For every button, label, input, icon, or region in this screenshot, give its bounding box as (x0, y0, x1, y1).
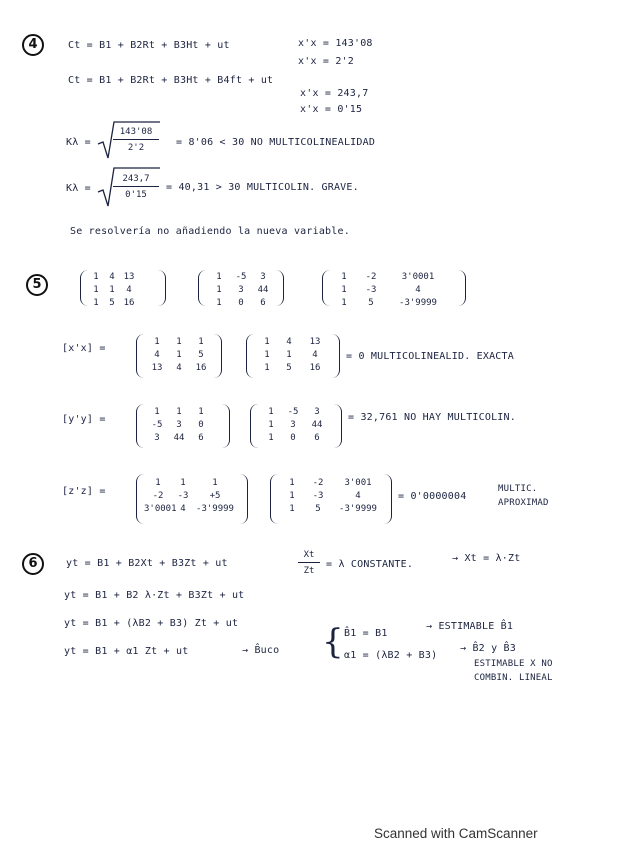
s4-equation-1: Ct = B1 + B2Rt + B3Ht + ut (68, 40, 230, 51)
matrix-cell: 44 (173, 433, 185, 443)
matrix-3 (332, 272, 450, 308)
matrix-cell: 1 (198, 337, 204, 347)
matrix-cell: 5 (198, 350, 204, 360)
matrix-cell: 1 (176, 407, 182, 417)
s6-equation-1: yt = B1 + B2Xt + B3Zt + ut (66, 558, 228, 569)
s6-ratio-fraction (298, 550, 320, 576)
s4-k2-label: Kλ = (66, 183, 91, 194)
matrix-cell: 3 (154, 433, 160, 443)
matrix-cell: -2 (152, 491, 164, 501)
yyB-left-paren (250, 404, 258, 448)
matrix-cell: 4 (286, 337, 292, 347)
s4-k2-result: = 40,31 > 30 MULTICOLIN. GRAVE. (166, 182, 359, 193)
s4-k1-numerator: 143'08 (113, 127, 159, 140)
matrix-cell: 1 (216, 272, 222, 282)
s4-k2-denominator: 0'15 (125, 190, 147, 200)
matrix-cell: 1 (93, 272, 99, 282)
matrix-cell: 1 (176, 350, 182, 360)
zzB-left-paren (270, 474, 278, 524)
matrix-cell: 6 (314, 433, 320, 443)
matrix-cell: 4 (312, 350, 318, 360)
s6-brace: { (322, 622, 344, 662)
s4-xx-1: x'x = 143'08 (298, 38, 373, 49)
matrix-cell: 1 (198, 407, 204, 417)
xx-matrix-b (256, 337, 330, 373)
matrix-cell: 3 (290, 420, 296, 430)
xxB-right-paren (332, 334, 340, 378)
matrix-cell: 5 (368, 298, 374, 308)
zzB-right-paren (384, 474, 392, 524)
matrix-cell: 1 (268, 407, 274, 417)
matrix-cell: +5 (209, 491, 221, 501)
s6-ratio-denominator: Zt (303, 566, 315, 576)
matrix-cell: 1 (93, 298, 99, 308)
matrix-cell: -2 (312, 478, 324, 488)
matrix-cell: 44 (311, 420, 323, 430)
s5-zz-result: = 0'0000004 (398, 491, 467, 502)
xxB-left-paren (246, 334, 254, 378)
s6-a1-line: α1 = (λB2 + B3) (344, 650, 438, 661)
matrix-cell: 0 (290, 433, 296, 443)
yyA-right-paren (222, 404, 230, 448)
s5-xx-result: = 0 MULTICOLINEALID. EXACTA (346, 351, 514, 362)
s4-k1-result: = 8'06 < 30 NO MULTICOLINEALIDAD (176, 137, 376, 148)
matrix-cell: 1 (93, 285, 99, 295)
matrix-cell: -3'9999 (399, 298, 437, 308)
matrix-cell: 1 (286, 350, 292, 360)
matrix-cell: 4 (109, 272, 115, 282)
s6-equation-2: yt = B1 + B2 λ·Zt + B3Zt + ut (64, 590, 245, 601)
matrix-cell: 1 (155, 478, 161, 488)
matrix-cell: 1 (264, 363, 270, 373)
s6-a1-note: → B̂2 y B̂3 (460, 643, 516, 654)
scanner-watermark: Scanned with CamScanner (374, 826, 538, 841)
s5-yy-label: [y'y] = (62, 414, 106, 425)
s6-equation-4-arrow: → B̂uco (242, 645, 280, 656)
matrix-cell: 1 (268, 420, 274, 430)
yyB-right-paren (334, 404, 342, 448)
s6-ratio-numerator: Xt (298, 550, 320, 563)
s4-xx-2: x'x = 2'2 (298, 56, 354, 67)
s4-k2-numerator: 243,7 (113, 174, 159, 187)
matrix-cell: 1 (264, 337, 270, 347)
matrix-cell: 13 (309, 337, 321, 347)
s5-zz-label: [z'z] = (62, 486, 106, 497)
matrix-cell: 0 (238, 298, 244, 308)
matrix-cell: 0 (198, 420, 204, 430)
matrix-cell: 4 (154, 350, 160, 360)
matrix-cell: -5 (235, 272, 247, 282)
matrix-cell: -5 (287, 407, 299, 417)
matrix-cell: 1 (216, 298, 222, 308)
matrix-cell: 1 (216, 285, 222, 295)
m2-left-paren (198, 270, 206, 306)
s6-b1-note: → ESTIMABLE B̂1 (426, 621, 514, 632)
matrix-cell: 1 (289, 478, 295, 488)
matrix-cell: 13 (151, 363, 163, 373)
s4-k1-denominator: 2'2 (127, 143, 145, 153)
s6-equation-3: yt = B1 + (λB2 + B3) Zt + ut (64, 618, 239, 629)
s4-xx-3: x'x = 243,7 (300, 88, 369, 99)
matrix-cell: 44 (257, 285, 269, 295)
matrix-cell: 4 (180, 504, 186, 514)
m3-left-paren (322, 270, 330, 306)
s4-k2-fraction (113, 174, 159, 200)
matrix-cell: 1 (180, 478, 186, 488)
matrix-cell: -5 (151, 420, 163, 430)
s5-zz-note-2: APROXIMAD (498, 498, 549, 508)
s4-conclusion: Se resolvería no añadiendo la nueva variable. (70, 226, 350, 237)
zz-matrix-b (280, 478, 384, 514)
matrix-cell: -3 (365, 285, 377, 295)
matrix-cell: 4 (176, 363, 182, 373)
m2-right-paren (276, 270, 284, 306)
matrix-cell: 3'0001 (401, 272, 435, 282)
s6-b1-line: B̂1 = B1 (344, 628, 388, 639)
s6-equation-4: yt = B1 + α1 Zt + ut (64, 646, 189, 657)
matrix-cell: 5 (109, 298, 115, 308)
matrix-cell: 1 (289, 504, 295, 514)
s4-k1-label: Kλ = (66, 137, 91, 148)
matrix-cell: 1 (154, 337, 160, 347)
s6-a1-note-3: COMBIN. LINEAL (474, 673, 553, 683)
s4-k1-fraction (113, 127, 159, 153)
matrix-cell: 3 (314, 407, 320, 417)
xx-matrix-a (146, 337, 212, 373)
matrix-cell: 3 (238, 285, 244, 295)
matrix-cell: 16 (195, 363, 207, 373)
m1-right-paren (158, 270, 166, 306)
matrix-cell: 16 (123, 298, 135, 308)
m3-right-paren (458, 270, 466, 306)
matrix-cell: 1 (176, 337, 182, 347)
matrix-cell: 1 (264, 350, 270, 360)
matrix-cell: 13 (123, 272, 135, 282)
xxA-left-paren (136, 334, 144, 378)
s5-xx-label: [x'x] = (62, 343, 106, 354)
matrix-cell: 1 (341, 272, 347, 282)
matrix-cell: 3'001 (344, 478, 372, 488)
matrix-cell: -2 (365, 272, 377, 282)
yy-matrix-a (146, 407, 212, 443)
matrix-cell: 4 (355, 491, 361, 501)
section-6-number: 6 (22, 553, 44, 575)
s4-xx-4: x'x = 0'15 (300, 104, 363, 115)
matrix-cell: 1 (341, 298, 347, 308)
matrix-cell: 1 (212, 478, 218, 488)
matrix-cell: -3 (177, 491, 189, 501)
matrix-cell: 16 (309, 363, 321, 373)
matrix-cell: 4 (415, 285, 421, 295)
matrix-cell: -3'9999 (196, 504, 234, 514)
matrix-2 (208, 272, 274, 308)
matrix-cell: 3 (260, 272, 266, 282)
matrix-cell: 6 (260, 298, 266, 308)
matrix-cell: 5 (286, 363, 292, 373)
m1-left-paren (80, 270, 88, 306)
matrix-cell: -3'9999 (339, 504, 377, 514)
section-5-number: 5 (26, 274, 48, 296)
s5-zz-note-1: MULTIC. (498, 484, 538, 494)
matrix-cell: -3 (312, 491, 324, 501)
s6-ratio-arrow: → Xt = λ·Zt (452, 553, 521, 564)
zzA-left-paren (136, 474, 144, 524)
s6-a1-note-2: ESTIMABLE X NO (474, 659, 553, 669)
matrix-cell: 1 (109, 285, 115, 295)
matrix-cell: 1 (289, 491, 295, 501)
matrix-cell: 1 (154, 407, 160, 417)
yy-matrix-b (260, 407, 330, 443)
matrix-cell: 5 (315, 504, 321, 514)
matrix-cell: 4 (126, 285, 132, 295)
s4-equation-2: Ct = B1 + B2Rt + B3Ht + B4ft + ut (68, 75, 274, 86)
matrix-1 (88, 272, 138, 308)
matrix-cell: 1 (268, 433, 274, 443)
xxA-right-paren (214, 334, 222, 378)
yyA-left-paren (136, 404, 144, 448)
s5-yy-result: = 32,761 NO HAY MULTICOLIN. (348, 412, 516, 423)
matrix-cell: 3'0001 (144, 504, 177, 514)
matrix-cell: 1 (341, 285, 347, 295)
s6-ratio-text: = λ CONSTANTE. (326, 559, 414, 570)
zzA-right-paren (240, 474, 248, 524)
section-4-number: 4 (22, 34, 44, 56)
matrix-cell: 6 (198, 433, 204, 443)
zz-matrix-a (144, 478, 236, 514)
matrix-cell: 3 (176, 420, 182, 430)
